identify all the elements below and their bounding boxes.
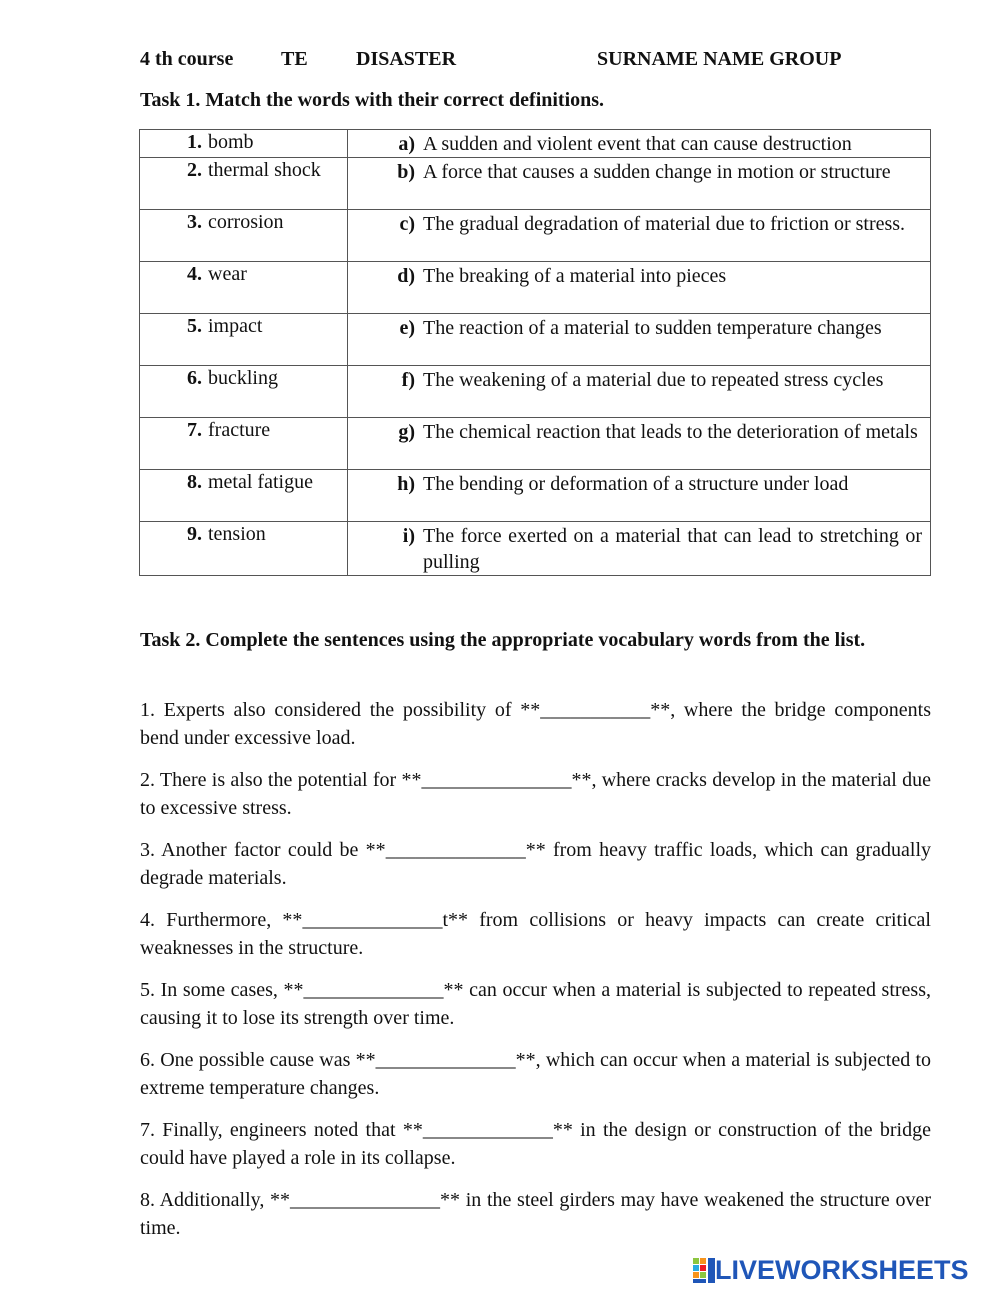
sentence-8 (140, 1186, 931, 1242)
definition-text: The force exerted on a material that can lead to stretching or pulling (423, 525, 922, 573)
table-row (140, 522, 931, 576)
definition-text: The chemical reaction that leads to the deterioration of metals (423, 421, 918, 443)
sentence-text-after: ** in the design or construction of the bridge could have played a role in its collapse. (140, 1119, 931, 1169)
definition-letter: d) (397, 265, 415, 287)
definition-letter: h) (397, 473, 415, 495)
definition-cell (348, 210, 931, 262)
word-text: wear (208, 263, 247, 285)
table-row (140, 314, 931, 366)
answer-blank[interactable]: _______________ (421, 769, 572, 791)
course-label: 4 th course (140, 48, 234, 70)
sentence-text-after: ** in the steel girders may have weakened the structure over time. (140, 1189, 931, 1239)
table-row (140, 366, 931, 418)
definition-cell (348, 314, 931, 366)
word-text: buckling (208, 367, 278, 389)
word-number: 5. (187, 315, 202, 337)
te-label: TE (281, 48, 308, 70)
sentence-1 (140, 696, 931, 752)
task1-title: Task 1. Match the words with their correct definitions. (140, 89, 605, 111)
sentence-text-after: **, where the bridge components bend under excessive load. (140, 699, 931, 749)
definition-cell (348, 366, 931, 418)
sentence-7 (140, 1116, 931, 1172)
definition-cell (348, 130, 931, 158)
word-text: corrosion (208, 211, 284, 233)
table-row (140, 470, 931, 522)
word-cell (140, 314, 348, 366)
answer-blank[interactable]: ______________ (302, 909, 443, 931)
word-cell (140, 522, 348, 576)
sentence-text-before: 3. Another factor could be ** (140, 839, 386, 861)
disaster-label: DISASTER (356, 48, 457, 70)
sentence-text-before: 4. Furthermore, ** (140, 909, 303, 931)
definition-text: The reaction of a material to sudden temperature changes (423, 317, 882, 339)
matching-table (139, 129, 931, 576)
word-text: bomb (208, 131, 254, 153)
answer-blank[interactable]: ______________ (303, 979, 444, 1001)
word-text: metal fatigue (208, 471, 313, 493)
word-number: 4. (187, 263, 202, 285)
word-cell (140, 470, 348, 522)
sentence-text-before: 7. Finally, engineers noted that ** (140, 1119, 423, 1141)
definition-text: A force that causes a sudden change in motion or structure (423, 161, 891, 183)
logo-text: LIVEWORKSHEETS (715, 1255, 969, 1285)
table-row (140, 418, 931, 470)
word-text: fracture (208, 419, 271, 441)
definition-text: The breaking of a material into pieces (423, 265, 727, 287)
definition-cell (348, 418, 931, 470)
word-number: 3. (187, 211, 202, 233)
word-cell (140, 262, 348, 314)
word-number: 8. (187, 471, 202, 493)
liveworksheets-blocks-icon (693, 1258, 715, 1284)
sentence-text-before: 1. Experts also considered the possibility of ** (140, 699, 541, 721)
definition-letter: a) (398, 133, 415, 155)
word-cell (140, 158, 348, 210)
definition-letter: g) (398, 421, 415, 443)
definition-text: The weakening of a material due to repeated stress cycles (423, 369, 884, 391)
answer-blank[interactable]: ___________ (540, 699, 651, 721)
sentence-4 (140, 906, 931, 962)
answer-blank[interactable]: _______________ (290, 1189, 441, 1211)
definition-text: The gradual degradation of material due to friction or stress. (423, 213, 906, 235)
table-row (140, 130, 931, 158)
sentence-text-before: 2. There is also the potential for ** (140, 769, 422, 791)
word-cell (140, 130, 348, 158)
definition-letter: c) (399, 213, 415, 235)
student-info-label: SURNAME NAME GROUP (597, 48, 842, 70)
sentence-2 (140, 766, 931, 822)
sentence-text-before: 8. Additionally, ** (140, 1189, 291, 1211)
word-number: 6. (187, 367, 202, 389)
sentence-5 (140, 976, 931, 1032)
word-cell (140, 418, 348, 470)
definition-letter: i) (402, 525, 415, 547)
answer-blank[interactable]: ______________ (375, 1049, 516, 1071)
definition-cell (348, 158, 931, 210)
sentence-text-after: ** can occur when a material is subjected to repeated stress, causing it to lose its strength over time. (140, 979, 932, 1029)
task2-title: Task 2. Complete the sentences using the appropriate vocabulary words from the list. (140, 629, 866, 651)
word-number: 1. (187, 131, 202, 153)
sentence-text-before: 5. In some cases, ** (140, 979, 304, 1001)
definition-letter: b) (397, 161, 415, 183)
sentence-3 (140, 836, 931, 892)
definition-cell (348, 470, 931, 522)
answer-blank[interactable]: _____________ (422, 1119, 553, 1141)
definition-letter: f) (401, 369, 415, 391)
word-text: thermal shock (208, 159, 321, 181)
table-row (140, 158, 931, 210)
sentence-text-after: **, which can occur when a material is subjected to extreme temperature changes. (140, 1049, 931, 1099)
word-cell (140, 210, 348, 262)
word-cell (140, 366, 348, 418)
sentence-text-after: t** from collisions or heavy impacts can create critical weaknesses in the structure. (140, 909, 931, 959)
table-row (140, 262, 931, 314)
word-number: 7. (187, 419, 202, 441)
word-number: 9. (187, 523, 202, 545)
sentence-text-after: ** from heavy traffic loads, which can gradually degrade materials. (140, 839, 932, 889)
definition-text: A sudden and violent event that can cause destruction (423, 133, 852, 155)
definition-cell (348, 262, 931, 314)
sentence-text-after: **, where cracks develop in the material due to excessive stress. (140, 769, 931, 819)
word-number: 2. (187, 159, 202, 181)
liveworksheets-logo (693, 1255, 969, 1286)
sentence-text-before: 6. One possible cause was ** (140, 1049, 376, 1071)
word-text: tension (208, 523, 266, 545)
definition-cell (348, 522, 931, 576)
sentence-6 (140, 1046, 931, 1102)
word-text: impact (208, 315, 263, 337)
definition-letter: e) (399, 317, 415, 339)
table-row (140, 210, 931, 262)
definition-text: The bending or deformation of a structure under load (423, 473, 849, 495)
answer-blank[interactable]: ______________ (385, 839, 526, 861)
